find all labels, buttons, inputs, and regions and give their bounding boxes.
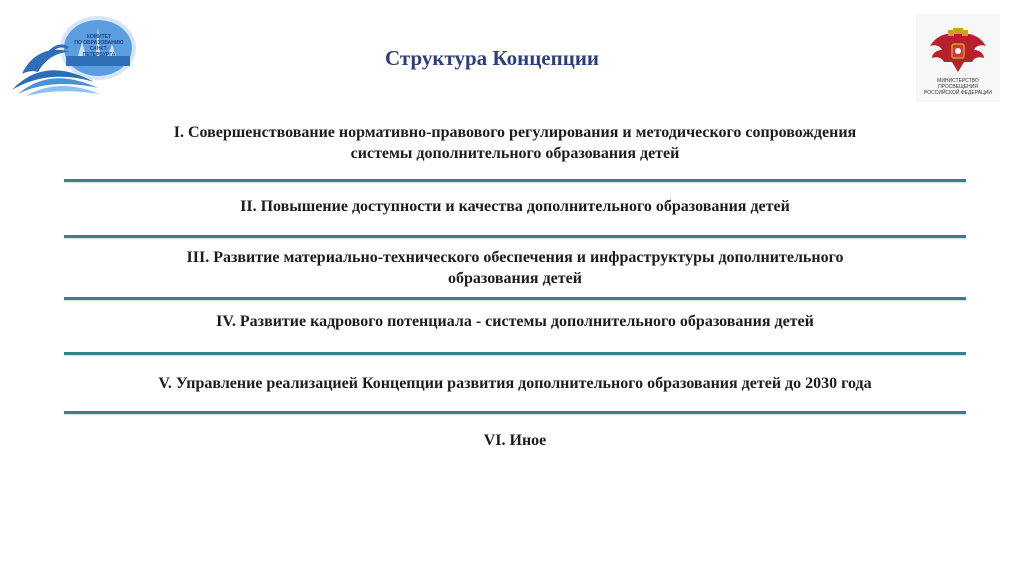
ministry-logo-line: РОССИЙСКОЙ ФЕДЕРАЦИИ [924,90,992,96]
coat-of-arms-icon [926,28,990,76]
divider [64,411,966,414]
ministry-logo-line: МИНИСТЕРСТВО ПРОСВЕЩЕНИЯ [937,78,979,90]
concept-item-3 [64,247,966,289]
concept-item-2 [64,196,966,217]
committee-logo-line: САНКТ-ПЕТЕРБУРГА [82,46,116,58]
concept-item-6 [64,430,966,451]
concept-item-line: образования детей [448,270,582,287]
divider [64,297,966,300]
ministry-logo-text [918,78,998,96]
concept-item-1 [64,122,966,164]
ministry-logo [916,14,1000,102]
divider [64,235,966,238]
committee-logo-line: ПО ОБРАЗОВАНИЮ [74,40,124,46]
page-title: Структура Концепции [384,46,600,70]
concept-item-line: системы дополнительного образования детей [350,145,680,162]
concept-item-line: III. Развитие материально-технического обеспечения и инфраструктуры дополнительного [186,249,844,266]
concept-item-line: II. Повышение доступности и качества дополнительного образования детей [240,198,790,215]
concept-item-line: I. Совершенствование нормативно-правового регулирования и методического сопровождения [173,124,857,141]
concept-item-5 [64,373,966,394]
concept-item-4 [64,311,966,332]
concept-item-line: IV. Развитие кадрового потенциала - системы дополнительного образования детей [216,313,814,330]
committee-logo-line: КОМИТЕТ [86,34,112,40]
concept-item-line: VI. Иное [483,432,547,449]
divider [64,352,966,355]
divider [64,179,966,182]
concept-item-line: V. Управление реализацией Концепции развития дополнительного образования детей до 2030 года [158,375,872,392]
